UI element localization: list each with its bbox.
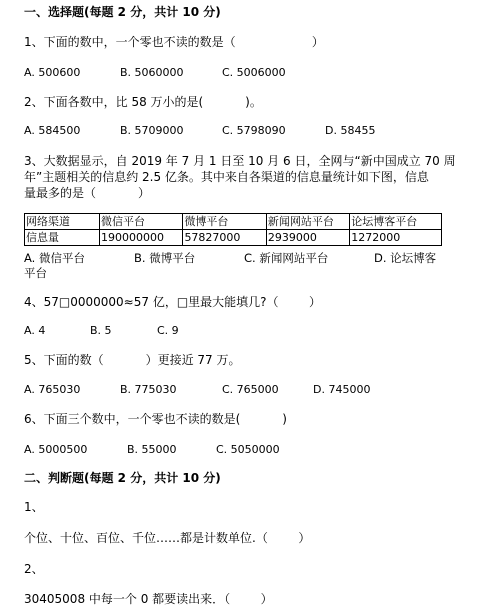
table-cell: 2939000	[266, 230, 349, 246]
option: B. 5060000	[120, 66, 184, 79]
option: B. 5709000	[120, 124, 184, 137]
table-cell: 信息量	[25, 230, 100, 246]
option: B. 775030	[120, 383, 177, 396]
table-header-cell: 微博平台	[183, 214, 266, 230]
option: C. 5798090	[222, 124, 286, 137]
question-4: 4、57□0000000≈57 亿，□里最大能填几?（ ）	[24, 295, 322, 309]
option: D. 745000	[313, 383, 371, 396]
question-2: 2、下面各数中，比 58 万小的是( )。	[24, 95, 262, 109]
option: C. 9	[157, 324, 179, 337]
question-5: 5、下面的数（ ）更接近 77 万。	[24, 353, 241, 367]
table-header-cell: 论坛博客平台	[350, 214, 442, 230]
option: A. 4	[24, 324, 46, 337]
question-3-line-1: 3、大数据显示，自 2019 年 7 月 1 日至 10 月 6 日，全网与“新中国成立 70 周	[24, 154, 456, 168]
table-header-cell: 新闻网站平台	[266, 214, 349, 230]
channel-data-table	[24, 213, 442, 246]
question-1: 1、下面的数中，一个零也不读的数是（ ）	[24, 35, 324, 49]
option: C. 新闻网站平台	[244, 251, 329, 265]
question-3-line-2: 年”主题相关的信息约 2.5 亿条。其中来自各渠道的信息量统计如下图，信息	[24, 170, 429, 184]
section-title: 一、选择题(每题 2 分，共计 10 分)	[24, 5, 221, 19]
table-cell: 190000000	[100, 230, 183, 246]
section-title: 二、判断题(每题 2 分，共计 10 分)	[24, 471, 221, 485]
option: D. 58455	[325, 124, 376, 137]
option: B. 微博平台	[134, 251, 196, 265]
table-cell: 57827000	[183, 230, 266, 246]
option: C. 5006000	[222, 66, 286, 79]
table-cell: 1272000	[350, 230, 442, 246]
judgement-2: 30405008 中每一个 0 都要读出来．（ ）	[24, 592, 273, 606]
question-6: 6、下面三个数中，一个零也不读的数是( )	[24, 412, 287, 426]
option-continuation: 平台	[24, 266, 47, 280]
option: B. 5	[90, 324, 112, 337]
table-header-cell: 微信平台	[100, 214, 183, 230]
judgement-1: 个位、十位、百位、千位……都是计数单位.（ ）	[24, 531, 311, 545]
judgement-2-number: 2、	[24, 562, 44, 576]
question-3-line-3: 量最多的是（ ）	[24, 186, 150, 200]
option: A. 765030	[24, 383, 81, 396]
option: D. 论坛博客	[374, 251, 437, 265]
option: C. 765000	[222, 383, 279, 396]
option: A. 584500	[24, 124, 81, 137]
table-header-cell: 网络渠道	[25, 214, 100, 230]
option: A. 500600	[24, 66, 81, 79]
option: B. 55000	[127, 443, 177, 456]
option: C. 5050000	[216, 443, 280, 456]
option: A. 微信平台	[24, 251, 85, 265]
judgement-1-number: 1、	[24, 500, 44, 514]
option: A. 5000500	[24, 443, 88, 456]
table-header-row	[25, 214, 442, 230]
table-row	[25, 230, 442, 246]
